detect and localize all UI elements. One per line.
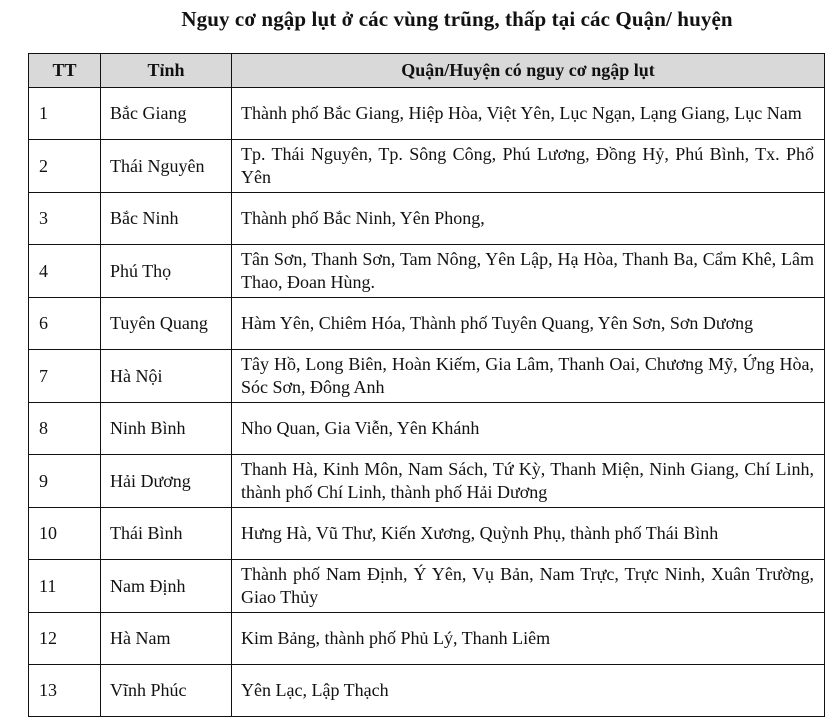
district-list: Thành phố Nam Định, Ý Yên, Vụ Bản, Nam Trực, Trực Ninh, Xuân Trường, Giao Thủy	[232, 560, 825, 613]
province-name: Hà Nam	[101, 613, 232, 665]
province-name: Phú Thọ	[101, 245, 232, 298]
district-list: Thành phố Bắc Ninh, Yên Phong,	[232, 193, 825, 245]
district-list: Tân Sơn, Thanh Sơn, Tam Nông, Yên Lập, Hạ Hòa, Thanh Ba, Cẩm Khê, Lâm Thao, Đoan Hùng.	[232, 245, 825, 298]
table-row	[29, 350, 825, 403]
row-number: 4	[29, 245, 101, 298]
province-name: Hà Nội	[101, 350, 232, 403]
province-name: Ninh Bình	[101, 403, 232, 455]
row-number: 9	[29, 455, 101, 508]
flood-risk-table	[28, 53, 825, 717]
table-row	[29, 508, 825, 560]
table-row	[29, 245, 825, 298]
table-row	[29, 193, 825, 245]
province-name: Bắc Giang	[101, 88, 232, 140]
district-list: Hưng Hà, Vũ Thư, Kiến Xương, Quỳnh Phụ, thành phố Thái Bình	[232, 508, 825, 560]
page-title: Nguy cơ ngập lụt ở các vùng trũng, thấp tại các Quận/ huyện	[181, 7, 733, 31]
district-list: Thanh Hà, Kinh Môn, Nam Sách, Tứ Kỳ, Thanh Miện, Ninh Giang, Chí Linh, thành phố Chí Linh, thành phố Hải Dương	[232, 455, 825, 508]
table-header-row	[29, 54, 825, 88]
district-list: Yên Lạc, Lập Thạch	[232, 665, 825, 717]
row-number: 8	[29, 403, 101, 455]
district-list: Tp. Thái Nguyên, Tp. Sông Công, Phú Lương, Đồng Hỷ, Phú Bình, Tx. Phổ Yên	[232, 140, 825, 193]
province-name: Vĩnh Phúc	[101, 665, 232, 717]
table-row	[29, 613, 825, 665]
district-list: Tây Hồ, Long Biên, Hoàn Kiếm, Gia Lâm, Thanh Oai, Chương Mỹ, Ứng Hòa, Sóc Sơn, Đông Anh	[232, 350, 825, 403]
table-row	[29, 88, 825, 140]
district-list: Hàm Yên, Chiêm Hóa, Thành phố Tuyên Quang, Yên Sơn, Sơn Dương	[232, 298, 825, 350]
row-number: 10	[29, 508, 101, 560]
province-name: Bắc Ninh	[101, 193, 232, 245]
row-number: 2	[29, 140, 101, 193]
row-number: 7	[29, 350, 101, 403]
row-number: 3	[29, 193, 101, 245]
row-number: 11	[29, 560, 101, 613]
header-province: Tỉnh	[101, 54, 232, 88]
table-row	[29, 298, 825, 350]
province-name: Nam Định	[101, 560, 232, 613]
table-row	[29, 560, 825, 613]
district-list: Thành phố Bắc Giang, Hiệp Hòa, Việt Yên, Lục Ngạn, Lạng Giang, Lục Nam	[232, 88, 825, 140]
row-number: 6	[29, 298, 101, 350]
province-name: Hải Dương	[101, 455, 232, 508]
table-row	[29, 455, 825, 508]
district-list: Nho Quan, Gia Viễn, Yên Khánh	[232, 403, 825, 455]
row-number: 12	[29, 613, 101, 665]
province-name: Thái Bình	[101, 508, 232, 560]
table-row	[29, 403, 825, 455]
row-number: 13	[29, 665, 101, 717]
district-list: Kim Bảng, thành phố Phủ Lý, Thanh Liêm	[232, 613, 825, 665]
table-row	[29, 665, 825, 717]
province-name: Tuyên Quang	[101, 298, 232, 350]
header-districts: Quận/Huyện có nguy cơ ngập lụt	[232, 54, 825, 88]
table-row	[29, 140, 825, 193]
province-name: Thái Nguyên	[101, 140, 232, 193]
row-number: 1	[29, 88, 101, 140]
header-tt: TT	[29, 54, 101, 88]
